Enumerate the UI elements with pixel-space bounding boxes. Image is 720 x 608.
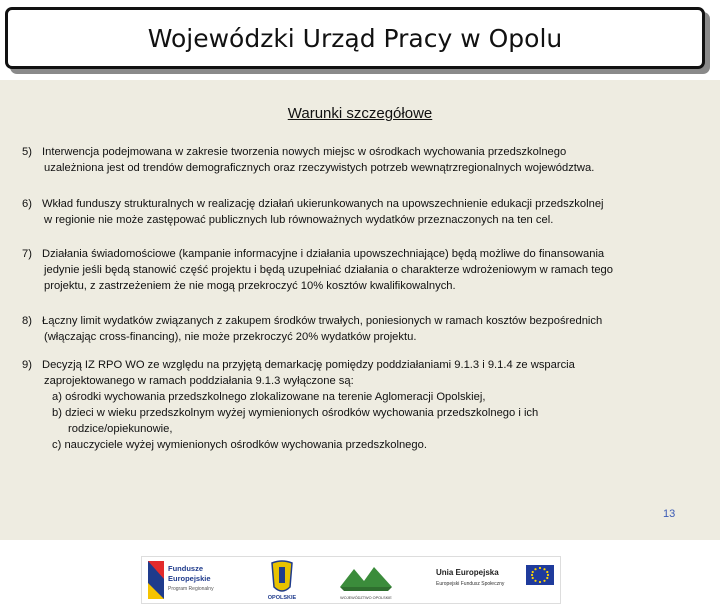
mountains-icon — [332, 557, 402, 603]
item-text: Interwencja podejmowana w zakresie tworzenia nowych miejsc w ośrodkach wychowania przedszkolnego — [42, 146, 567, 158]
item-number: 6) — [22, 198, 32, 210]
sub-item-c — [22, 437, 698, 453]
item-text: w regionie nie może zastępować publicznych lub równoważnych wydatków przeznaczonych na ten cel. — [44, 214, 554, 226]
title-box — [5, 7, 705, 69]
fe-emblem-icon — [146, 557, 238, 603]
fe-line1: Fundusze — [168, 564, 203, 573]
opolskie-emblem-icon — [252, 557, 312, 603]
sub-item-letter: b) — [52, 407, 62, 419]
item-text: uzależniona jest od trendów demograficznych oraz rzeczywistych potrzeb wewnątrzregionalnych województwa. — [44, 162, 595, 174]
sub-item-letter: a) — [52, 391, 62, 403]
header-band — [0, 0, 720, 80]
logo-bar — [141, 556, 561, 604]
sub-item-text: rodzice/opiekunowie, — [68, 423, 173, 435]
item-number: 8) — [22, 315, 32, 327]
ue-line2: Europejski Fundusz Społeczny — [436, 581, 505, 587]
item-text: zaprojektowanego w ramach poddziałania 9.1.3 wyłączone są: — [44, 375, 354, 387]
sub-item-a — [22, 389, 698, 405]
opolskie-text: OPOLSKIE — [267, 595, 297, 601]
fundusze-europejskie-logo — [146, 557, 238, 603]
list-item-8 — [22, 313, 698, 345]
page-number: 13 — [663, 508, 676, 520]
item-text: (włączając cross-financing), nie może przekroczyć 20% wydatków projektu. — [44, 331, 417, 343]
item-text: Łączny limit wydatków związanych z zakupem środków trwałych, poniesionych w ramach kosztów bezpośrednich — [42, 315, 603, 327]
item-text: jedynie jeśli będą stanowić część projektu i będą uzupełniać działania o charakterze wdrożeniowym w ramach tego — [44, 264, 614, 276]
list-item-7 — [22, 246, 698, 294]
eu-flag-icon — [432, 557, 558, 603]
item-text: Decyzją IZ RPO WO ze względu na przyjętą demarkację pomiędzy poddziałaniami 9.1.3 i 9.1.4 ze wsparcia — [42, 359, 575, 371]
page-title: Wojewódzki Urząd Pracy w Opolu — [147, 23, 563, 53]
wojewodztwo-logo — [332, 557, 402, 603]
sub-item-text: nauczyciele wyżej wymienionych ośrodków wychowania przedszkolnego. — [64, 439, 427, 451]
fe-line2: Europejskie — [168, 574, 211, 583]
item-text: Wkład funduszy strukturalnych w realizację działań ukierunkowanych na upowszechnienie edukacji przedszkolnej — [42, 198, 604, 210]
unia-europejska-logo — [432, 557, 558, 603]
item-text: projektu, z zastrzeżeniem że nie mogą przekroczyć 10% kosztów kwalifikowalnych. — [44, 280, 456, 292]
sub-item-letter: c) — [52, 439, 62, 451]
opolskie-logo — [252, 557, 312, 603]
content-area — [0, 80, 720, 601]
ue-line1: Unia Europejska — [436, 568, 499, 577]
list-item-5 — [22, 144, 698, 176]
item-number: 5) — [22, 146, 32, 158]
list-item-9 — [22, 357, 698, 453]
section-title: Warunki szczegółowe — [287, 105, 433, 122]
list-item-6 — [22, 196, 698, 228]
woj-text: WOJEWÓDZTWO OPOLSKIE — [340, 596, 392, 600]
sub-item-b — [22, 405, 698, 421]
item-number: 9) — [22, 359, 32, 371]
sub-item-text: ośrodki wychowania przedszkolnego zlokalizowane na terenie Aglomeracji Opolskiej, — [65, 391, 486, 403]
item-text: Działania świadomościowe (kampanie informacyjne i działania upowszechniające) będą możliwe do finansowania — [42, 248, 605, 260]
sub-item-text: dzieci w wieku przedszkolnym wyżej wymienionych ośrodków wychowania przedszkolnego i ich — [65, 407, 539, 419]
fe-line3: Program Regionalny — [168, 586, 214, 592]
item-number: 7) — [22, 248, 32, 260]
